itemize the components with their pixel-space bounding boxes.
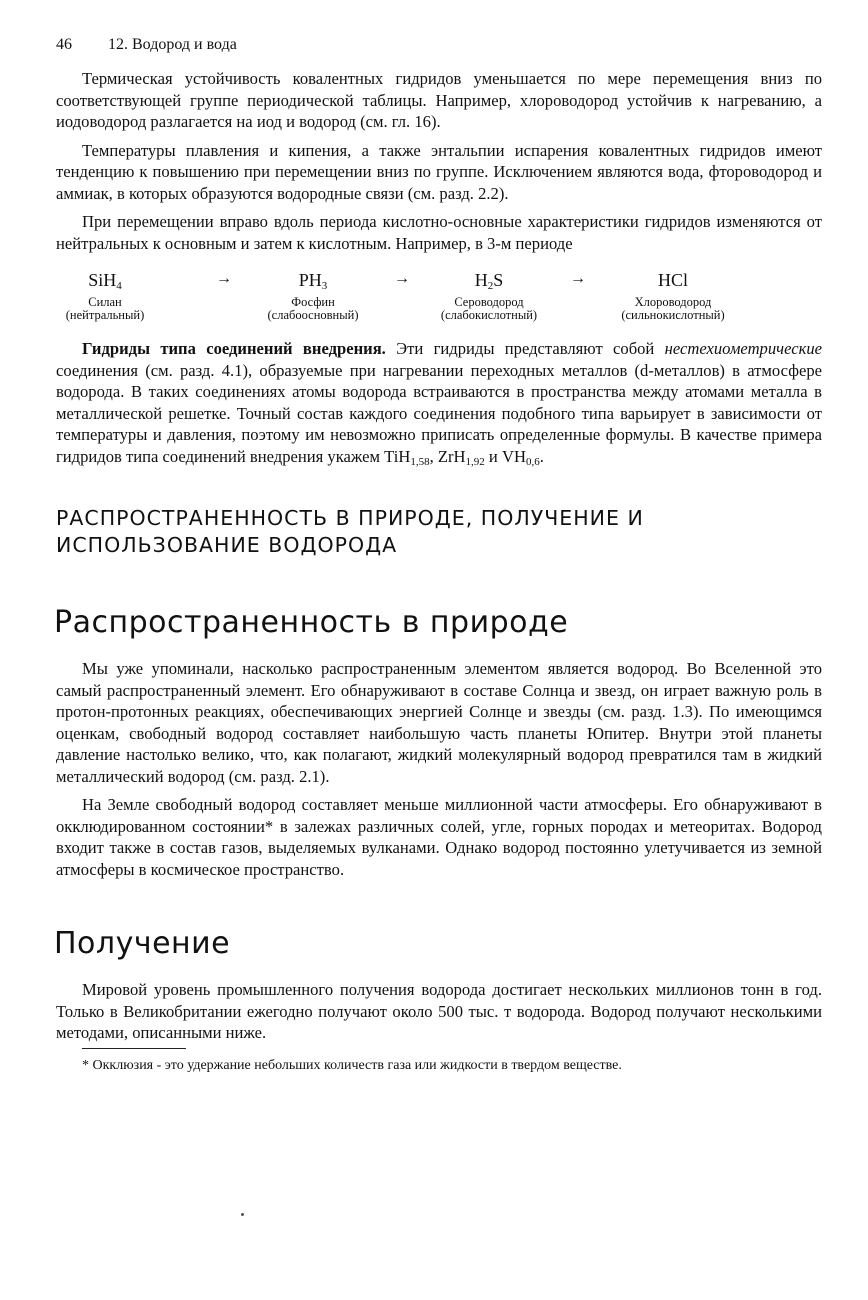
footnote: * Окклюзия - это удержание небольших количеств газа или жидкости в твердом веществе.: [82, 1057, 622, 1073]
page-number: 46: [56, 36, 72, 53]
hydride-character: (нейтральный): [65, 308, 145, 322]
hydride-phosphine: [250, 270, 376, 322]
hydride-hydrogen-chloride: [600, 270, 746, 322]
formula-tih: TiH$_{1,58}$: [384, 446, 430, 468]
footnote-divider: [82, 1048, 186, 1049]
paragraph-interstitial-hydrides: Гидриды типа соединений внедрения. Эти гидриды представляют собой нестехиометрические соединения (см. разд. 4.1), образуемые при нагревании переходных металлов (d-металлов) в атмосфере водорода. В таких соединениях атомы водорода встраиваются в пространства между атомами металла в металлической решетке. Точный состав каждого соединения подобного типа варьирует в зависимости от температуры и давления, поэтому им невозможно приписать определенные формулы. В качестве примера гидридов типа соединений внедрения укажем TiH$_{1,58}$, ZrH$_{1,92}$ и $VH_{0,6}$.: [56, 339, 823, 468]
paragraph-abundance-universe: Мы уже упоминали, насколько распространенным элементом является водород. Во Вселенной это самый распространенный элемент. Его обнаруживают в составе Солнца и звезд, он играет важную роль в протон-протонных реакциях, обеспечивающих энергией Солнце и звезды (см. разд. 1.3). По имеющимся оценкам, свободный водород составляет наибольшую часть планеты Юпитер. Внутри этой планеты давление настолько велико, что, как полагают, жидкий молекулярный водород превратился там в жидкий металлический водород (см. разд. 2.1).: [56, 659, 822, 786]
paragraph-acid-base: При перемещении вправо вдоль периода кислотно-основные характеристики гидридов изменяются от нейтральных к основным и затем к кислотным. Например, в 3-м периоде: [56, 212, 822, 253]
section-title: РАСПРОСТРАНЕННОСТЬ В ПРИРОДЕ, ПОЛУЧЕНИЕ И ИСПОЛЬЗОВАНИЕ ВОДОРОДА: [56, 506, 644, 557]
hydride-character: (слабокислотный): [440, 308, 538, 322]
paragraph-abundance-earth: На Земле свободный водород составляет меньше миллионной части атмосферы. Его обнаруживают в окклюдированном состоянии* в залежах различных солей, угле, горных породах и метеоритах. Водород входит также в состав газов, выделяемых вулканами. Однако водород постоянно улетучивается из земной атмосферы в космическое пространство.: [56, 795, 822, 879]
hydride-hydrogen-sulfide: [422, 270, 556, 322]
formula-h2s: $H_2S$: [474, 270, 504, 292]
arrow-icon: →: [394, 270, 410, 287]
hydride-character: (слабоосновный): [267, 308, 359, 322]
paragraph-production: Мировой уровень промышленного получения водорода достигает нескольких миллионов тонн в год. Только в Великобритании ежегодно получают около 500 тыс. т водорода. Водород получают несколькими методами, описанными ниже.: [56, 980, 822, 1042]
chapter-title: 12. Водород и вода: [108, 36, 237, 53]
hydride-name: Хлороводород: [634, 295, 712, 309]
print-speck: [241, 1213, 244, 1216]
hydride-name: Сероводород: [454, 295, 524, 309]
hydride-name: Силан: [88, 295, 122, 309]
arrow-icon: →: [570, 270, 586, 287]
formula-sih4: SiH$_4$: [88, 270, 122, 292]
hydride-series: [56, 270, 822, 328]
paragraph-melting-points: Температуры плавления и кипения, а также энтальпии испарения ковалентных гидридов имеют тенденцию к повышению при перемещении вниз по группе. Исключением являются вода, фтороводород и аммиак, в которых образуются водородные связи (см. разд. 2.2).: [56, 140, 822, 203]
italic-term: нестехиометрические: [664, 339, 823, 358]
formula-zrh: ZrH$_{1,92}$: [437, 446, 485, 468]
page: [56, 36, 822, 1075]
heading-production: Получение: [54, 926, 231, 961]
heading-abundance: Распространенность в природе: [54, 605, 569, 640]
running-head: [56, 36, 822, 54]
hydride-character: (сильнокислотный): [621, 308, 725, 322]
hydride-name: Фосфин: [291, 295, 335, 309]
paragraph-thermal-stability: Термическая устойчивость ковалентных гидридов уменьшается по мере перемещения вниз по соответствующей группе периодической таблицы. Например, хлороводород устойчив к нагреванию, а иодоводород разлагается на иод и водород (см. гл. 16).: [56, 69, 822, 131]
formula-ph3: $PH_3$: [298, 270, 328, 292]
formula-vh: $VH_{0,6}$: [501, 446, 540, 468]
arrow-icon: →: [216, 270, 232, 287]
hydride-silane: [50, 270, 160, 322]
formula-hcl: HCl: [657, 270, 688, 290]
run-in-heading: Гидриды типа соединений внедрения.: [82, 339, 386, 358]
